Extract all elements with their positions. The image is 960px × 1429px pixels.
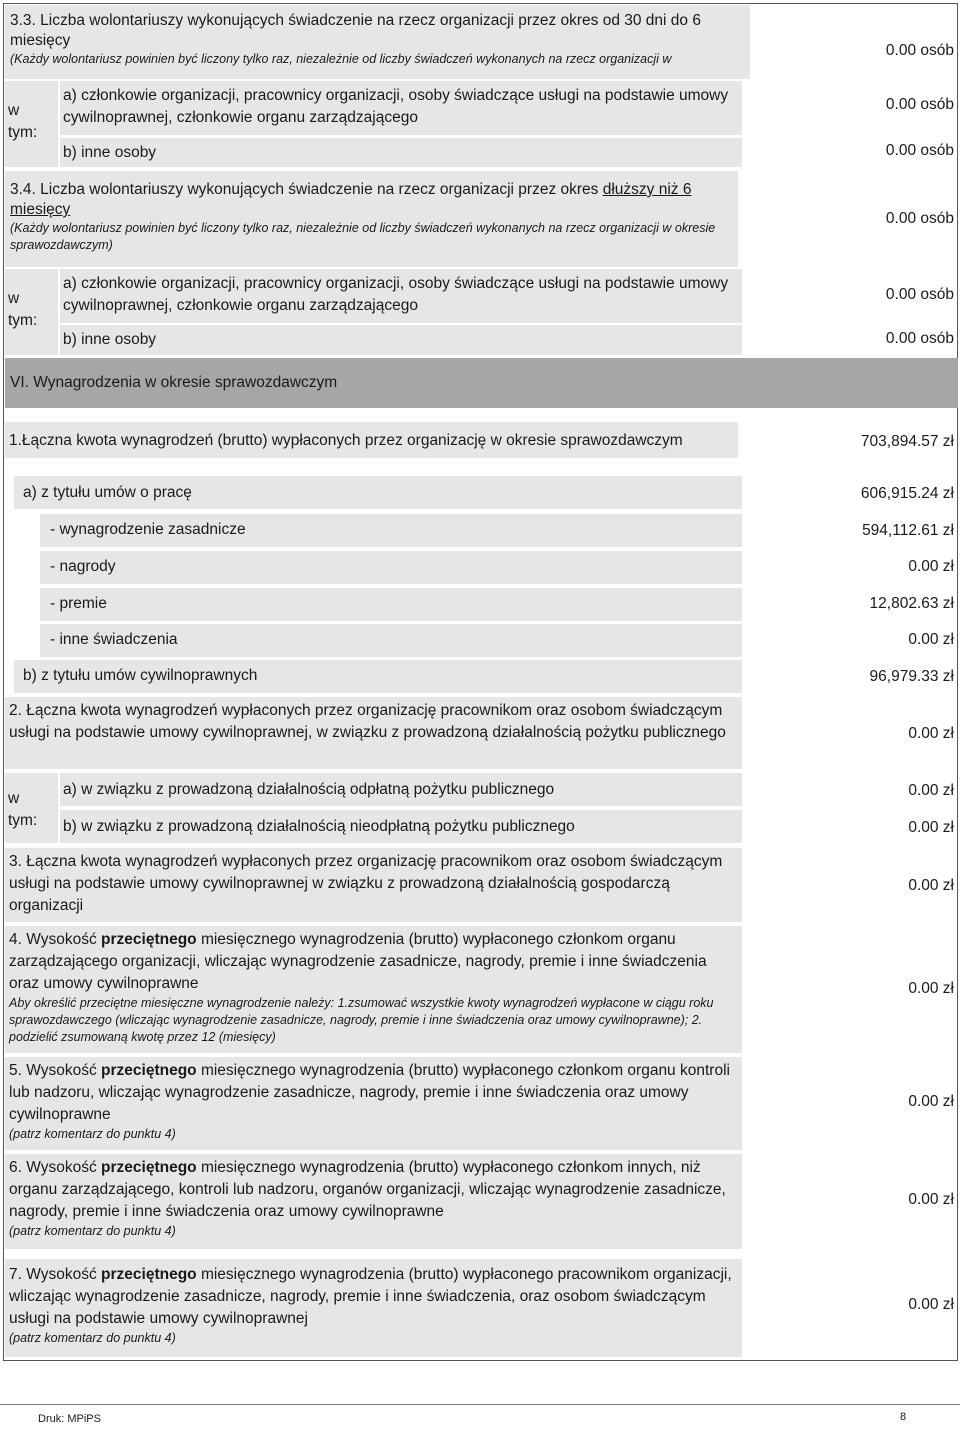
r1a1-value: 594,112.61 zł: [862, 522, 954, 539]
r2a-value: 0.00 zł: [908, 782, 954, 799]
s33-value: 0.00 osób: [885, 42, 954, 59]
r1a3-value: 12,802.63 zł: [869, 595, 954, 612]
r5-bold: przeciętnego: [101, 1062, 197, 1079]
r6-pre: 6. Wysokość: [9, 1159, 102, 1176]
r1a3-label: - premie: [50, 595, 107, 612]
s34-title-underlined: dłuższy niż 6 miesięcy: [10, 181, 692, 218]
r7-value: 0.00 zł: [908, 1296, 954, 1313]
r2-label: 2. Łączna kwota wynagrodzeń wypłaconych przez organizację pracownikom oraz osobom świadczącym usługi na podstawie umowy cywilnoprawnej, w związku z prowadzoną działalnością pożytku publicznego: [9, 702, 726, 741]
s33-b-cell: [60, 138, 742, 167]
r6-bold: przeciętnego: [101, 1159, 197, 1176]
s33-b-label: b) inne osoby: [63, 144, 157, 161]
r1a-cell: [14, 476, 742, 509]
s34-note: (Każdy wolontariusz powinien być liczony tylko raz, niezależnie od liczby świadczeń wykonanych na rzecz organizacji w okresie sprawozdawczym): [10, 221, 716, 252]
r2-label-cell: [5, 697, 742, 769]
r4-label: [9, 929, 734, 995]
r4-note: Aby określić przeciętne miesięczne wynagrodzenie należy: 1.zsumować wszystkie kwoty wynagrodzeń wypłacone w ciągu roku sprawozdawczego (wliczając wynagrodzenie zasadnicze, nagrody, premie i inne świadczenia oraz umowy cywilnoprawne); 2. podzielić zsumowaną kwotę przez 12 (miesięcy): [9, 996, 714, 1044]
s34-title-cell: [5, 171, 738, 267]
r1a4-value: 0.00 zł: [908, 631, 954, 648]
r5-post: miesięcznego wynagrodzenia (brutto) wypłaconego członkom organu kontroli lub nadzoru, wliczając wynagrodzenie zasadnicze, nagrody, premie i inne świadczenia oraz umowy cywilnoprawne: [9, 1062, 730, 1123]
r2-wtym-label: w tym:: [8, 790, 38, 829]
r1-label-cell: [5, 422, 738, 458]
r2b-label: b) w związku z prowadzoną działalnością nieodpłatną pożytku publicznego: [63, 818, 575, 835]
r1a2-label: - nagrody: [50, 558, 116, 575]
r1a2-cell: [40, 551, 742, 584]
r6-post: miesięcznego wynagrodzenia (brutto) wypłaconego członkom innych, niż organu zarządzającego, kontroli lub nadzoru, organów organizacji, wliczając wynagrodzenie zasadnicze, nagrody, premie i inne świadczenia oraz umowy cywilnoprawne: [9, 1159, 726, 1220]
r6-label-cell: [5, 1154, 742, 1249]
r1-value: 703,894.57 zł: [860, 433, 954, 450]
r1a4-label: - inne świadczenia: [50, 631, 178, 648]
r1-label: 1.Łączna kwota wynagrodzeń (brutto) wypłaconych przez organizację w okresie sprawozdawczym: [9, 432, 683, 449]
s34-a-value: 0.00 osób: [885, 286, 954, 303]
r5-note: (patrz komentarz do punktu 4): [9, 1127, 176, 1141]
r3-label-cell: [5, 848, 742, 922]
s33-a-label: a) członkowie organizacji, pracownicy organizacji, osoby świadczące usługi na podstawie umowy cywilnoprawnej, członkowie organu zarządzającego: [63, 87, 729, 126]
r5-pre: 5. Wysokość: [9, 1062, 102, 1079]
r6-label: [9, 1157, 734, 1223]
r7-post: miesięcznego wynagrodzenia (brutto) wypłaconego pracownikom organizacji, wliczając wynagrodzenie zasadnicze, nagrody, premie i inne świadczenia, oraz osobom świadczącym usługi na podstawie umowy cywilnoprawnej: [9, 1266, 732, 1327]
r4-post: miesięcznego wynagrodzenia (brutto) wypłaconego członkom organu zarządzającego organizacji, wliczając wynagrodzenie zasadnicze, nagrody, premie i inne świadczenia oraz umowy cywilnoprawne: [9, 931, 707, 992]
s33-b-value: 0.00 osób: [885, 142, 954, 159]
r1b-label: b) z tytułu umów cywilnoprawnych: [23, 667, 258, 684]
s34-b-cell: [60, 325, 742, 355]
r1a4-cell: [40, 624, 742, 657]
r4-label-cell: [5, 926, 742, 1053]
s33-title: 3.3. Liczba wolontariuszy wykonujących świadczenie na rzecz organizacji przez okres od 30 dni do 6 miesięcy: [10, 12, 701, 49]
s34-title-prefix: 3.4. Liczba wolontariuszy wykonujących świadczenie na rzecz organizacji przez okres: [10, 181, 603, 198]
r7-pre: 7. Wysokość: [9, 1266, 102, 1283]
s33-a-cell: [60, 81, 742, 135]
s34-a-cell: [60, 269, 742, 323]
r7-label-cell: [5, 1259, 742, 1357]
r7-label: [9, 1264, 734, 1330]
r4-value: 0.00 zł: [908, 980, 954, 997]
s34-value: 0.00 osób: [885, 210, 954, 227]
r4-pre: 4. Wysokość: [9, 931, 102, 948]
r1a2-value: 0.00 zł: [908, 558, 954, 575]
r3-value: 0.00 zł: [908, 877, 954, 894]
r5-label-cell: [5, 1057, 742, 1150]
s33-note: (Każdy wolontariusz powinien być liczony tylko raz, niezależnie od liczby świadczeń wykonanych na rzecz organizacji w: [10, 52, 672, 66]
r1b-cell: [14, 660, 742, 693]
r2b-cell: [60, 810, 742, 843]
section-vi-title: VI. Wynagrodzenia w okresie sprawozdawczym: [10, 374, 338, 391]
section-vi-header: [5, 358, 958, 408]
r7-note: (patrz komentarz do punktu 4): [9, 1331, 176, 1345]
r1a-value: 606,915.24 zł: [860, 485, 954, 502]
s33-a-value: 0.00 osób: [885, 96, 954, 113]
footer-line: [0, 1404, 960, 1405]
footer-page-number: 8: [900, 1411, 907, 1423]
r6-value: 0.00 zł: [908, 1191, 954, 1208]
r6-note: (patrz komentarz do punktu 4): [9, 1224, 176, 1238]
footer-print: Druk: MPiPS: [38, 1413, 101, 1425]
r1a1-label: - wynagrodzenie zasadnicze: [50, 521, 246, 538]
s33-wtym-label: w tym:: [8, 102, 38, 141]
r1a1-cell: [40, 514, 742, 547]
r2a-label: a) w związku z prowadzoną działalnością odpłatną pożytku publicznego: [63, 781, 555, 798]
r5-label: [9, 1060, 734, 1126]
r1b-value: 96,979.33 zł: [869, 668, 954, 685]
s34-a-label: a) członkowie organizacji, pracownicy organizacji, osoby świadczące usługi na podstawie umowy cywilnoprawnej, członkowie organu zarządzającego: [63, 275, 729, 314]
s34-wtym-label: w tym:: [8, 290, 38, 329]
r2a-cell: [60, 773, 742, 806]
r2-value: 0.00 zł: [908, 725, 954, 742]
s34-title: [10, 180, 734, 220]
r2b-value: 0.00 zł: [908, 819, 954, 836]
r3-label: 3. Łączna kwota wynagrodzeń wypłaconych przez organizację pracownikom oraz osobom świadczącym usługi na podstawie umowy cywilnoprawnej w związku z prowadzoną działalnością gospodarczą organizacji: [9, 853, 723, 914]
r5-value: 0.00 zł: [908, 1093, 954, 1110]
r4-bold: przeciętnego: [101, 931, 197, 948]
r1a3-cell: [40, 588, 742, 621]
s34-b-value: 0.00 osób: [885, 330, 954, 347]
s34-b-label: b) inne osoby: [63, 331, 157, 348]
s33-title-cell: [5, 5, 750, 79]
r7-bold: przeciętnego: [101, 1266, 197, 1283]
r1a-label: a) z tytułu umów o pracę: [23, 484, 192, 501]
